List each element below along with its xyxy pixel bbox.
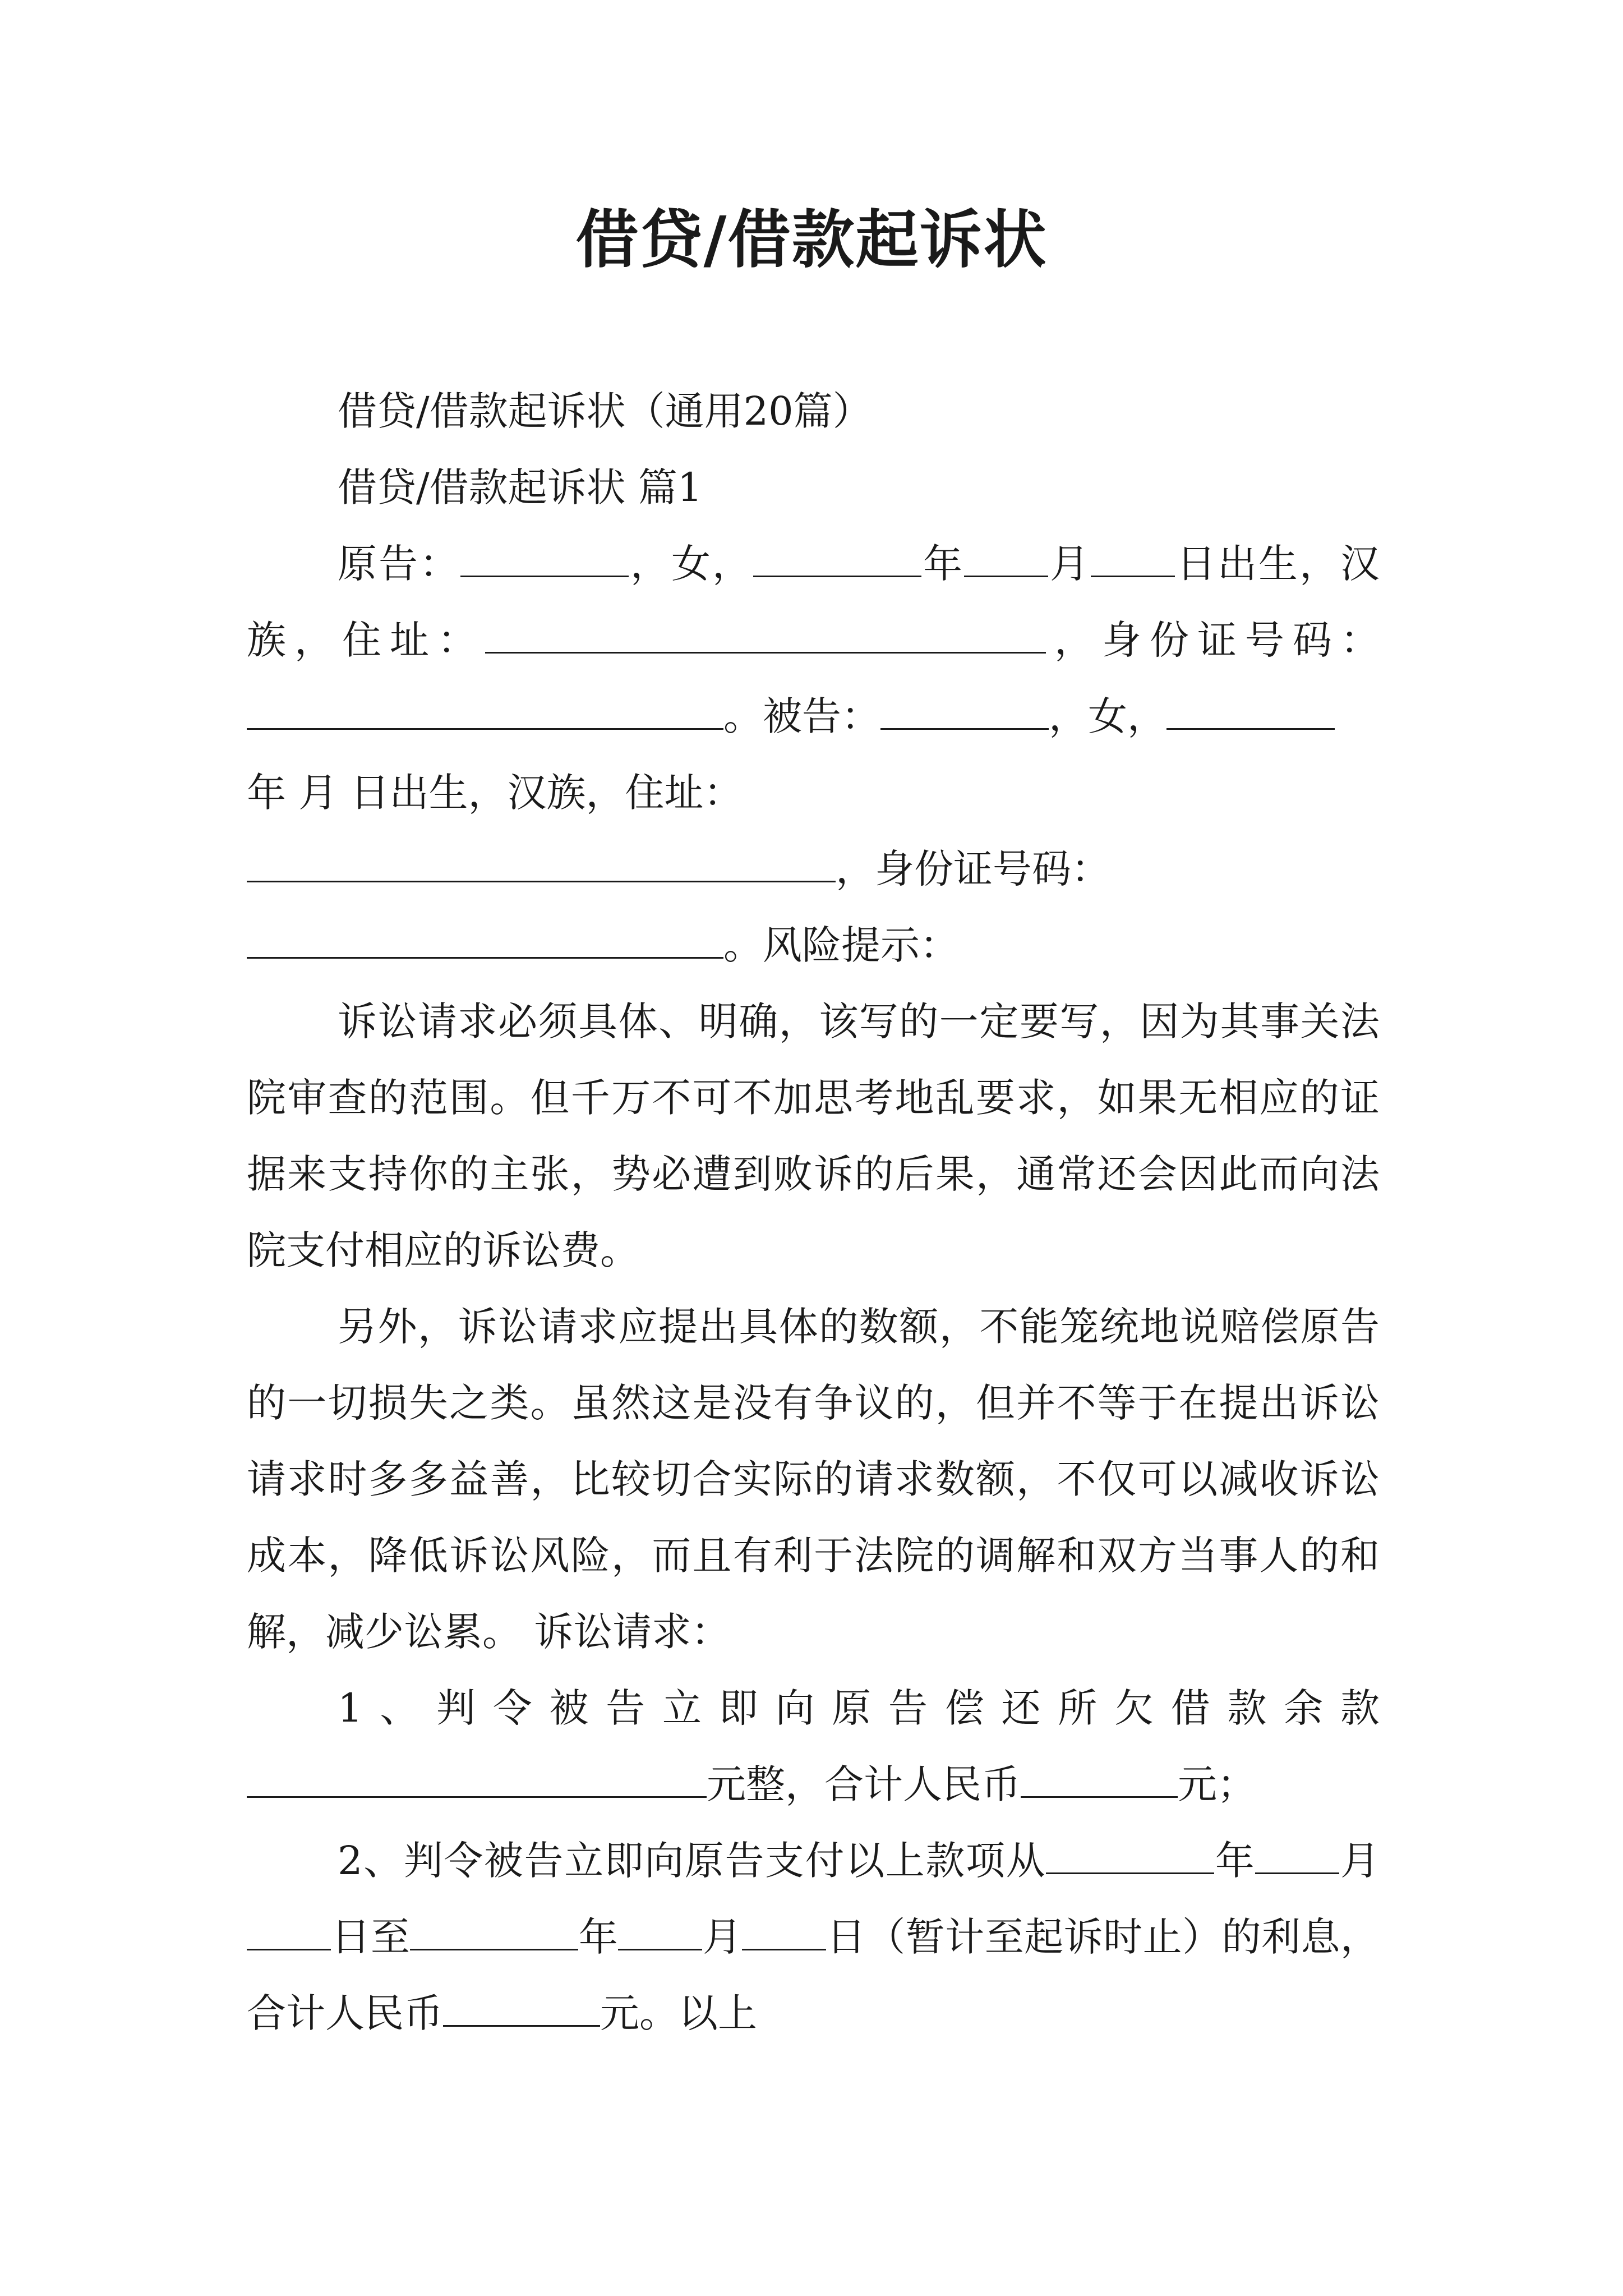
claim1-end: 元； [1178,1761,1256,1807]
defendant-id-label: ，身份证号码： [836,846,1110,892]
claim2-from-year-blank [1046,1837,1214,1874]
plaintiff-name-blank [460,540,629,577]
claim2-end: 元。以上 [600,1990,757,2036]
defendant-gender: ，女， [1049,693,1166,739]
risk-label: 。风险提示： [723,922,959,968]
claim2-to-year-blank [410,1913,578,1950]
claim2-to-month-blank [618,1913,702,1950]
claim2-interest: 利息，合计人民币 [247,1914,1380,2036]
claim-2 [247,1823,1380,2051]
claim2-month2: 月 [702,1914,743,1960]
risk-line [247,907,1380,983]
id-number-label: ，身份证号码： [1046,617,1380,663]
claim-1 [247,1670,1380,1823]
claim1-total-blank [1021,1761,1178,1798]
defendant-id-blank [247,922,723,959]
plaintiff-id-blank [247,693,723,730]
year-label: 年 [921,541,964,587]
document-body [247,373,1380,2051]
claim2-from-month-blank [1255,1837,1339,1874]
defendant-address-blank [247,845,836,882]
plaintiff-birth-month-blank [964,540,1048,577]
defendant-birth-text: 年 月 日出生，汉族，住址： [247,770,743,816]
plaintiff-address-blank [485,616,1046,654]
subtitle-line: 借贷/借款起诉状（通用20篇） [338,388,872,434]
claim2-total-blank [443,1990,600,2027]
claim2-year: 年 [1214,1838,1256,1884]
claim2-from-day-blank [247,1913,331,1950]
defendant-birth-year-blank [1166,693,1335,730]
document-title: 借贷/借款起诉状 [575,203,1048,277]
risk-paragraph-1: 诉讼请求必须具体、明确，该写的一定要写，因为其事关法院审查的范围。但千万不可不加思考地乱要求，如果无相应的证据来支持你的主张，势必遭到败诉的后果，通常还会因此而向法院支付相应的诉讼费。 [247,999,1380,1273]
claim2-to-day-blank [742,1913,826,1950]
parties-paragraph [247,526,1380,754]
claim1-amount-blank [247,1761,707,1798]
plaintiff-label: 原告： [338,541,460,587]
claim2-day2: 日（暂计至起诉时止）的 [826,1914,1262,1960]
defendant-label: 。被告： [723,693,880,739]
defendant-name-blank [880,693,1049,730]
claim2-start: 2、判令被告立即向原告支付以上款项从 [338,1838,1046,1884]
plaintiff-birth-day-blank [1091,540,1175,577]
claim2-to: 日至 [331,1914,411,1960]
claim2-month: 月 [1339,1838,1380,1884]
risk-paragraph-2: 另外，诉讼请求应提出具体的数额，不能笼统地说赔偿原告的一切损失之类。虽然这是没有争议的，但并不等于在提出诉讼请求时多多益善，比较切合实际的请求数额，不仅可以减收诉讼成本，降低诉讼风险，而且有利于法院的调解和双方当事人的和解，减少讼累。 诉讼请求： [247,1304,1380,1655]
ethnicity-address-label: 汉族，住址： [247,541,1380,663]
defendant-id-line [247,831,1380,907]
claim2-year2: 年 [578,1914,619,1960]
section-heading: 借贷/借款起诉状 篇1 [338,464,703,510]
claim1-start: 1、判令被告立即向原告偿还所欠借款余款 [338,1685,1380,1731]
month-label: 月 [1048,541,1091,587]
claim1-yuan: 元整，合计人民币 [707,1761,1021,1807]
defendant-birth-line [247,754,1380,831]
plaintiff-gender: ，女， [629,541,753,587]
plaintiff-birth-year-blank [753,540,921,577]
day-born-label: 日出生， [1175,541,1340,587]
